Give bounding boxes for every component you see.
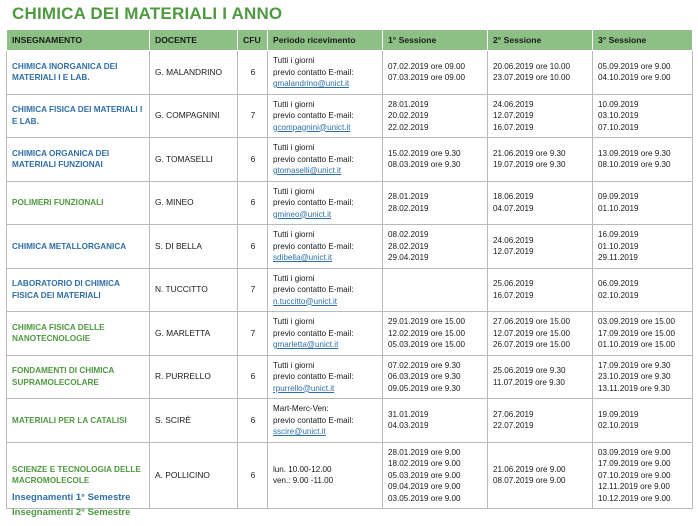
column-header-insegnamento: INSEGNAMENTO (7, 30, 150, 51)
session-date: 27.06.2019 ore 15.00 (493, 317, 570, 326)
session-2-dates (488, 268, 593, 312)
cfu-value: 6 (238, 51, 268, 95)
table-row (7, 355, 693, 399)
session-date: 17.09.2019 ore 15.00 (598, 328, 675, 338)
course-name: LABORATORIO DI CHIMICA FISICA DEI MATERIALI (7, 268, 150, 312)
session-date: 08.10.2019 ore 9.30 (598, 160, 671, 170)
session-date: 12.02.2019 ore 15.00 (388, 328, 465, 338)
office-hours (268, 268, 383, 312)
office-hours-line: previo contatto E-mail: (273, 198, 354, 207)
session-2-dates (488, 399, 593, 443)
session-date: 26.07.2019 ore 15.00 (493, 340, 570, 349)
session-date: 07.02.2019 ore 9.30 (388, 360, 461, 370)
table-header-row (7, 30, 693, 51)
session-date: 15.02.2019 ore 9.30 (388, 148, 461, 158)
cfu-value: 7 (238, 94, 268, 138)
table-row (7, 94, 693, 138)
session-date: 01.10.2019 ore 15.00 (598, 340, 675, 349)
office-hours-line: previo contatto E-mail: (273, 111, 354, 120)
legend-semester-2: Insegnamenti 2° Semestre (12, 507, 131, 518)
session-2-dates (488, 51, 593, 95)
session-date: 11.07.2019 ore 9.30 (493, 377, 565, 387)
office-hours-line: previo contatto E-mail: (273, 372, 354, 381)
office-hours (268, 399, 383, 443)
session-date: 01.10.2019 (598, 241, 639, 251)
office-hours-line: previo contatto E-mail: (273, 415, 354, 425)
session-date: 23.10.2019 ore 9.30 (598, 372, 671, 381)
session-date: 03.10.2019 (598, 111, 639, 120)
session-date: 07.10.2019 ore 9.00 (598, 470, 671, 480)
session-date: 07.10.2019 (598, 122, 639, 132)
teacher-email-link[interactable]: sscire@unict.it (273, 427, 326, 436)
office-hours-line: Mart-Merc-Ven: (273, 404, 329, 413)
session-3-dates (593, 51, 693, 95)
teacher-name: G. MARLETTA (150, 312, 238, 356)
course-name: CHIMICA FISICA DEI MATERIALI I E LAB. (7, 94, 150, 138)
office-hours-line: previo contatto E-mail: (273, 67, 354, 77)
office-hours (268, 94, 383, 138)
session-date: 05.09.2019 ore 9.00 (598, 61, 671, 71)
session-3-dates (593, 225, 693, 269)
session-date: 20.06.2019 ore 10.00 (493, 61, 570, 71)
column-header-sessione-2: 2° Sessione (488, 30, 593, 51)
office-hours (268, 355, 383, 399)
session-date: 06.03.2019 ore 9.30 (388, 372, 461, 381)
session-date: 28.01.2019 ore 9.00 (388, 447, 461, 457)
course-name: FONDAMENTI DI CHIMICA SUPRAMOLECOLARE (7, 355, 150, 399)
office-hours-line: previo contatto E-mail: (273, 241, 354, 251)
session-date: 04.03.2019 (388, 421, 429, 431)
session-date: 04.10.2019 ore 9.00 (598, 73, 671, 83)
session-date: 28.01.2019 (388, 99, 429, 109)
column-header-sessione-1: 1° Sessione (383, 30, 488, 51)
office-hours-line: previo contatto E-mail: (273, 328, 354, 338)
session-date: 10.12.2019 ore 9.00 (598, 493, 671, 503)
course-name: CHIMICA METALLORGANICA (7, 225, 150, 269)
session-date: 21.06.2019 ore 9.00 (493, 464, 566, 474)
session-date: 22.07.2019 (493, 421, 534, 431)
session-date: 21.06.2019 ore 9.30 (493, 148, 566, 158)
office-hours (268, 442, 383, 509)
session-date: 29.04.2019 (388, 253, 429, 262)
session-1-dates (383, 225, 488, 269)
session-date: 24.06.2019 (493, 99, 534, 109)
session-1-dates (383, 312, 488, 356)
teacher-name: G. MINEO (150, 181, 238, 225)
session-date: 16.07.2019 (493, 290, 534, 300)
office-hours (268, 181, 383, 225)
session-date: 25.06.2019 ore 9.30 (493, 366, 566, 376)
cfu-value: 6 (238, 181, 268, 225)
office-hours-line: Tutti i giorni (273, 230, 315, 239)
session-2-dates (488, 355, 593, 399)
cfu-value: 6 (238, 225, 268, 269)
teacher-email-link[interactable]: rpurrello@unict.it (273, 383, 335, 393)
session-1-dates (383, 268, 488, 312)
session-date: 07.02.2019 ore 09.00 (388, 61, 465, 71)
session-3-dates (593, 268, 693, 312)
session-date: 03.09.2019 ore 9.00 (598, 447, 671, 457)
office-hours-line: Tutti i giorni (273, 143, 315, 152)
teacher-name: G. MALANDRINO (150, 51, 238, 95)
session-date: 29.01.2019 ore 15.00 (388, 317, 465, 326)
session-1-dates (383, 51, 488, 95)
session-date: 22.02.2019 (388, 122, 429, 132)
session-date: 12.07.2019 ore 15.00 (493, 328, 570, 338)
session-date: 12.11.2019 ore 9.00 (598, 482, 670, 491)
teacher-name: R. PURRELLO (150, 355, 238, 399)
session-2-dates (488, 312, 593, 356)
session-date: 01.10.2019 (598, 203, 639, 213)
session-date: 03.09.2019 ore 15.00 (598, 317, 675, 326)
teacher-name: G. COMPAGNINI (150, 94, 238, 138)
column-header-cfu: CFU (238, 30, 268, 51)
cfu-value: 6 (238, 399, 268, 443)
session-3-dates (593, 138, 693, 182)
session-2-dates (488, 225, 593, 269)
legend-semester-1: Insegnamenti 1° Semestre (12, 492, 131, 503)
session-date: 18.02.2019 ore 9.00 (388, 459, 461, 468)
session-date: 08.03.2019 ore 9.30 (388, 160, 461, 170)
teacher-name: S. SCIRÈ (150, 399, 238, 443)
session-date: 08.07.2019 ore 9.00 (493, 476, 566, 486)
session-date: 31.01.2019 (388, 409, 429, 419)
session-date: 12.07.2019 (493, 111, 534, 120)
table-row (7, 138, 693, 182)
session-date: 10.09.2019 (598, 99, 639, 109)
schedule-table (6, 29, 693, 509)
session-date: 08.02.2019 (388, 230, 429, 239)
session-3-dates (593, 312, 693, 356)
session-1-dates (383, 355, 488, 399)
course-name: CHIMICA INORGANICA DEI MATERIALI I E LAB. (7, 51, 150, 95)
office-hours-line: lun. 10.00-12.00 (273, 464, 332, 474)
session-date: 27.06.2019 (493, 409, 534, 419)
office-hours-line: previo contatto E-mail: (273, 285, 354, 294)
session-date: 18.06.2019 (493, 192, 534, 202)
office-hours-line: ven.: 9.00 -11.00 (273, 476, 334, 486)
teacher-name: A. POLLICINO (150, 442, 238, 509)
session-3-dates (593, 442, 693, 509)
session-2-dates (488, 181, 593, 225)
session-2-dates (488, 138, 593, 182)
office-hours (268, 312, 383, 356)
cfu-value: 7 (238, 312, 268, 356)
session-date: 09.04.2019 ore 9.00 (388, 482, 461, 491)
teacher-name: N. TUCCITTO (150, 268, 238, 312)
column-header-ricevimento: Periodo ricevimento (268, 30, 383, 51)
office-hours (268, 138, 383, 182)
office-hours (268, 225, 383, 269)
table-row (7, 399, 693, 443)
table-body (7, 51, 693, 509)
session-date: 19.07.2019 ore 9.30 (493, 160, 566, 170)
office-hours-line: Tutti i giorni (273, 273, 315, 283)
session-3-dates (593, 355, 693, 399)
session-date: 02.10.2019 (598, 421, 639, 431)
session-date: 25.06.2019 (493, 279, 534, 289)
teacher-email-link[interactable]: gmineo@unict.it (273, 209, 332, 219)
session-date: 05.03.2019 ore 15.00 (388, 340, 465, 349)
session-3-dates (593, 94, 693, 138)
session-1-dates (383, 94, 488, 138)
session-date: 13.09.2019 ore 9.30 (598, 148, 671, 158)
session-date: 20.02.2019 (388, 111, 429, 120)
session-date: 02.10.2019 (598, 290, 639, 300)
session-1-dates (383, 442, 488, 509)
teacher-email-link[interactable]: n.tuccitto@unict.it (273, 296, 337, 306)
course-name: SCIENZE E TECNOLOGIA DELLE MACROMOLECOLE (7, 442, 150, 509)
teacher-email-link[interactable]: gcompagnini@unict.it (273, 122, 351, 132)
teacher-email-link[interactable]: gmalandrino@unict.it (273, 79, 350, 88)
table-row (7, 225, 693, 269)
session-3-dates (593, 181, 693, 225)
session-2-dates (488, 442, 593, 509)
column-header-sessione-3: 3° Sessione (593, 30, 693, 51)
session-date: 24.06.2019 (493, 235, 534, 245)
session-date: 23.07.2019 ore 10.00 (493, 73, 570, 83)
office-hours-line: previo contatto E-mail: (273, 154, 354, 164)
session-date: 05.03.2019 ore 9.00 (388, 470, 461, 480)
session-3-dates (593, 399, 693, 443)
office-hours-line: Tutti i giorni (273, 317, 315, 326)
session-date: 19.09.2019 (598, 409, 639, 419)
session-date: 28.02.2019 (388, 241, 429, 251)
session-date: 16.07.2019 (493, 122, 534, 132)
column-header-docente: DOCENTE (150, 30, 238, 51)
course-name: CHIMICA ORGANICA DEI MATERIALI FUNZIONAI (7, 138, 150, 182)
table-row (7, 181, 693, 225)
cfu-value: 6 (238, 355, 268, 399)
session-date: 16.09.2019 (598, 230, 639, 239)
page-title: CHIMICA DEI MATERIALI I ANNO (12, 4, 283, 23)
session-date: 03.05.2019 ore 9.00 (388, 493, 461, 503)
session-date: 29.11.2019 (598, 253, 638, 262)
teacher-email-link[interactable]: sdibella@unict.it (273, 253, 333, 262)
office-hours-line: Tutti i giorni (273, 360, 315, 370)
office-hours-line: Tutti i giorni (273, 56, 315, 65)
office-hours-line: Tutti i giorni (273, 186, 315, 196)
course-name: MATERIALI PER LA CATALISI (7, 399, 150, 443)
cfu-value: 6 (238, 138, 268, 182)
session-1-dates (383, 399, 488, 443)
cfu-value: 6 (238, 442, 268, 509)
office-hours-line: Tutti i giorni (273, 99, 315, 109)
session-date: 28.02.2019 (388, 203, 429, 213)
session-date: 09.09.2019 (598, 192, 639, 202)
session-1-dates (383, 181, 488, 225)
session-1-dates (383, 138, 488, 182)
table-row (7, 268, 693, 312)
session-date: 04.07.2019 (493, 203, 534, 213)
table-row (7, 51, 693, 95)
session-date: 07.03.2019 ore 09.00 (388, 73, 465, 83)
teacher-name: S. DI BELLA (150, 225, 238, 269)
legend (12, 490, 130, 520)
session-date: 13.11.2019 ore 9.30 (598, 383, 670, 393)
session-2-dates (488, 94, 593, 138)
session-date: 12.07.2019 (493, 247, 534, 257)
session-date: 17.09.2019 ore 9.00 (598, 459, 671, 468)
table-row (7, 312, 693, 356)
course-name: POLIMERI FUNZIONALI (7, 181, 150, 225)
teacher-name: G. TOMASELLI (150, 138, 238, 182)
course-name: CHIMICA FISICA DELLE NANOTECNOLOGIE (7, 312, 150, 356)
teacher-email-link[interactable]: gmarletta@unict.it (273, 340, 339, 349)
office-hours (268, 51, 383, 95)
session-date: 17.09.2019 ore 9.30 (598, 360, 671, 370)
teacher-email-link[interactable]: gtomaselli@unict.it (273, 166, 342, 175)
session-date: 06.09.2019 (598, 279, 639, 289)
session-date: 09.05.2019 ore 9.30 (388, 383, 461, 393)
cfu-value: 7 (238, 268, 268, 312)
session-date: 28.01.2019 (388, 192, 429, 202)
